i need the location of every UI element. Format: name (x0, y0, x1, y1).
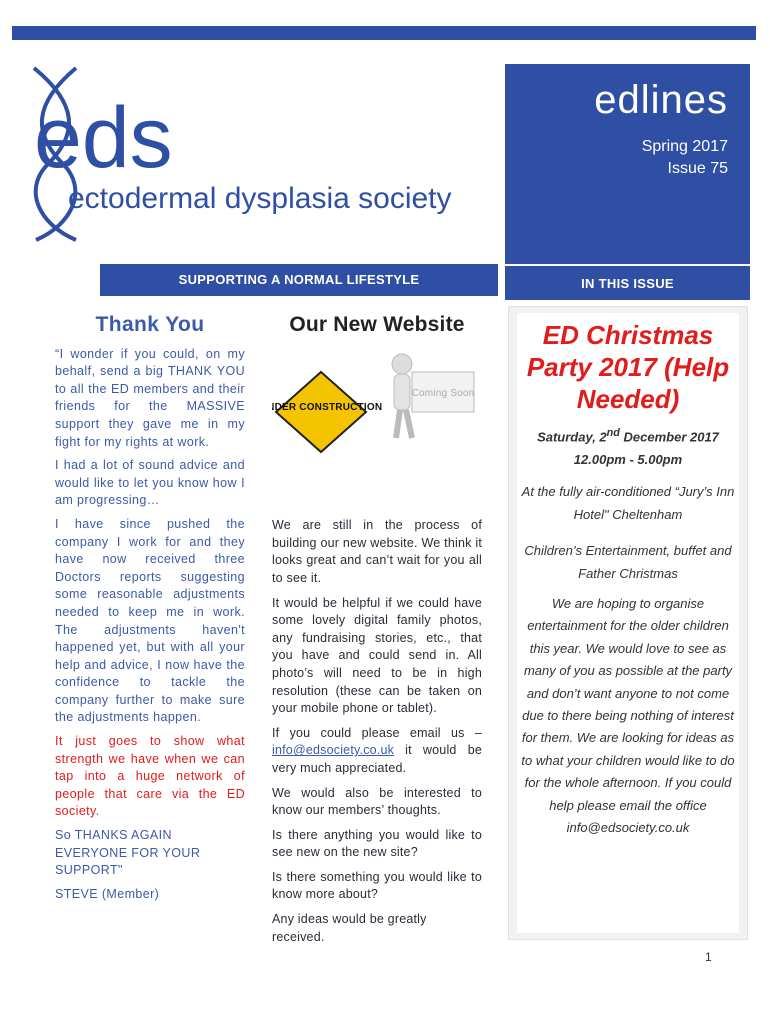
thank-you-paragraph: I had a lot of sound advice and would like to let you know how I am progressing… (55, 458, 245, 508)
email-link[interactable]: info@edsociety.co.uk (272, 743, 395, 758)
newsletter-title: edlines (594, 78, 728, 122)
eds-logo (28, 64, 508, 244)
party-appeal: We are hoping to organise entertainment for the older children this year. We would love to see as many of you as possible at the party and don’t want anyone to not come due to there being nothing of interest for them. We are looking for ideas as to what your children would like to do for the whole afternoon. If you could help please email the office info@edsociety.co.uk (521, 595, 735, 836)
website-paragraph: Is there anything you would like to see new on the new site? (272, 827, 482, 860)
website-paragraph: Any ideas would be greatly received. (272, 912, 427, 944)
thank-you-signature: STEVE (Member) (55, 886, 160, 901)
website-paragraph: It would be helpful if we could have some lovely digital family photos, any fundraising stories, etc., that you have and could send in. All photo’s will need to be in high resolution (these can be taken on your mobile phone or tablet). (272, 595, 482, 716)
newsletter-issue: Issue 75 (667, 160, 728, 177)
board-text: Coming Soon (411, 387, 475, 399)
in-this-issue-panel (508, 306, 748, 940)
newsletter-season: Spring 2017 (641, 138, 728, 155)
thank-you-paragraph: So THANKS AGAIN EVERYONE FOR YOUR SUPPORT" (55, 828, 201, 878)
website-article (272, 313, 482, 953)
thank-you-paragraph: I have since pushed the company I work for and they have now received three Doctors reports suggesting some reasonable adjustments needed to keep me in work. The adjustments haven't happened yet, but with all your help and advice, I now have the confidence to tackle the company further to make sure the adjustments happen. (55, 516, 245, 725)
tagline-banner: SUPPORTING A NORMAL LIFESTYLE (100, 264, 498, 296)
logo-initials: eds (34, 90, 173, 186)
thank-you-article (55, 313, 245, 909)
logo-society-name: ectodermal dysplasia society (68, 182, 452, 215)
thank-you-heading: Thank You (95, 313, 205, 336)
website-paragraph: If you could please email us – info@edsociety.co.uk it would be very much appreciated. (272, 725, 482, 775)
party-heading: ED Christmas Party 2017 (Help Needed) (526, 320, 730, 414)
masthead (505, 64, 750, 264)
website-paragraph: We are still in the process of building our new website. We think it looks great and can’t wait for you all to see it. (272, 518, 482, 585)
party-date: Saturday, 2nd December 2017 (537, 427, 719, 445)
website-paragraph: We would also be interested to know our members’ thoughts. (272, 785, 482, 818)
in-this-issue-banner: IN THIS ISSUE (505, 266, 750, 300)
party-time: 12.00pm - 5.00pm (573, 452, 683, 468)
thank-you-highlight: It just goes to show what strength we have when we can tap into a huge network of people that care via the ED society. (55, 734, 245, 819)
under-construction-illustration (272, 342, 482, 462)
sign-text: UNDER CONSTRUCTION (272, 401, 383, 413)
website-paragraph: Is there something you would like to know more about? (272, 869, 482, 902)
top-rule (12, 26, 756, 40)
website-heading: Our New Website (289, 313, 465, 336)
party-article (517, 313, 739, 933)
party-venue: At the fully air-conditioned “Jury’s Inn Hotel" Cheltenham (521, 484, 735, 522)
thank-you-paragraph: “I wonder if you could, on my behalf, send a big THANK YOU to all the ED members and their friends for the MASSIVE support they gave me in my fight for my rights at work. (55, 346, 245, 449)
party-entertainment: Children’s Entertainment, buffet and Father Christmas (524, 543, 732, 581)
page-number: 1 (705, 950, 712, 964)
